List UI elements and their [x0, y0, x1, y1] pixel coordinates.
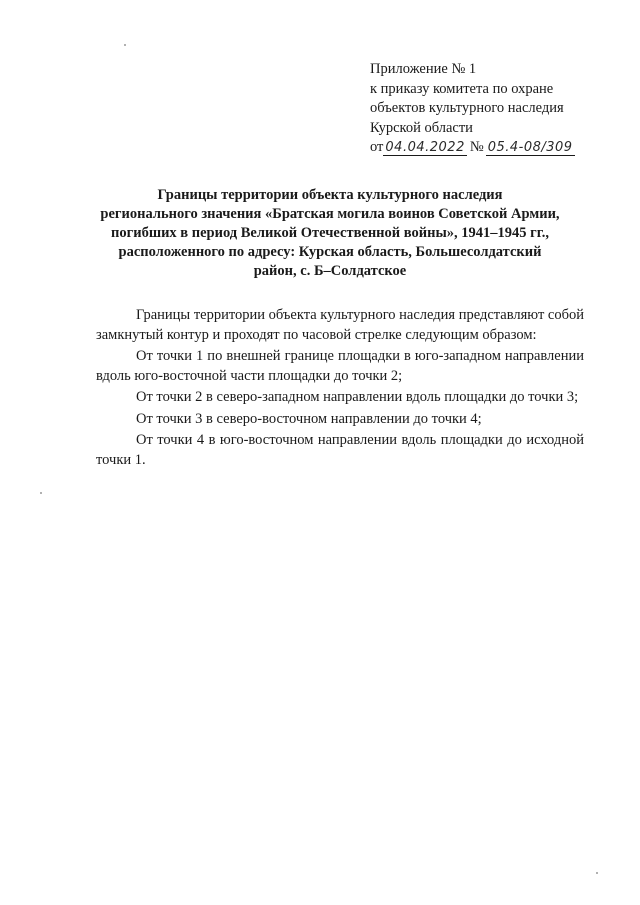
- body-paragraph: От точки 4 в юго-восточном направлении вдоль площадки до исходной точки 1.: [96, 432, 584, 468]
- handwritten-date: 04.04.2022: [385, 140, 465, 155]
- body-paragraph: От точки 1 по внешней границе площадки в юго-западном направлении вдоль юго-восточной части площадки до точки 2;: [96, 348, 584, 384]
- title-line: Границы территории объекта культурного наследия: [157, 187, 503, 203]
- body-paragraph: От точки 3 в северо-восточном направлении до точки 4;: [136, 410, 482, 427]
- body-paragraph: Границы территории объекта культурного наследия представляют собой замкнутый контур и проходят по часовой стрелке следующим образом:: [96, 307, 584, 343]
- title-line: погибших в период Великой Отечественной войны», 1941–1945 гг.,: [111, 225, 549, 241]
- date-prefix: от: [370, 139, 384, 155]
- appendix-region: Курской области: [370, 119, 473, 136]
- handwritten-order-number: 05.4-08/309: [487, 140, 573, 155]
- title-line: расположенного по адресу: Курская область, Большесолдатский: [118, 244, 542, 260]
- scan-speck: [596, 872, 598, 874]
- appendix-date-line: [370, 138, 620, 158]
- title-line: район, с. Б–Солдатское: [253, 263, 407, 279]
- number-sign: №: [469, 139, 484, 155]
- appendix-committee: объектов культурного наследия: [370, 100, 564, 116]
- document-title: [80, 186, 580, 281]
- appendix-order-ref: к приказу комитета по охране: [370, 80, 554, 97]
- appendix-header: [370, 60, 620, 158]
- body-paragraph: От точки 2 в северо-западном направлении вдоль площадки до точки 3;: [136, 389, 579, 405]
- document-body: [96, 306, 584, 470]
- appendix-number: Приложение № 1: [370, 61, 477, 77]
- scan-speck: [40, 492, 42, 494]
- scan-speck: [124, 44, 126, 46]
- title-line: регионального значения «Братская могила воинов Советской Армии,: [100, 206, 560, 222]
